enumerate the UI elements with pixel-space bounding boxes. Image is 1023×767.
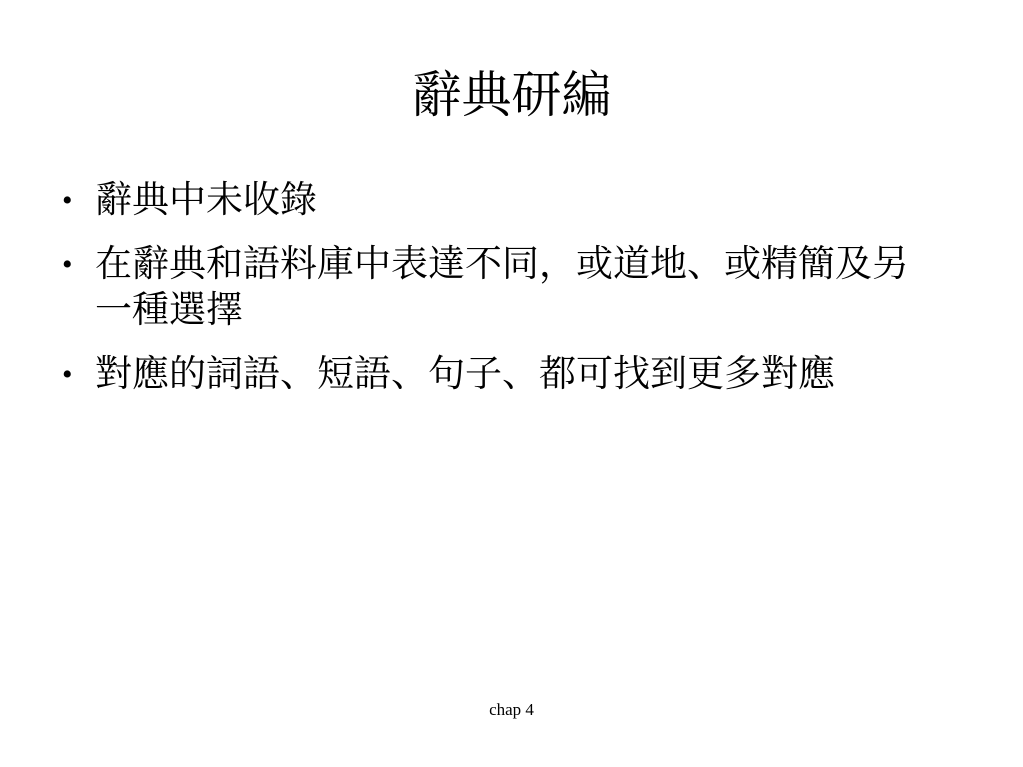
bullet-icon: • — [62, 184, 73, 217]
bullet-item-1 — [62, 178, 942, 224]
bullet-icon: • — [62, 248, 73, 281]
slide-footer: chap 4 — [489, 700, 534, 719]
bullet-text: 在辭典和語料庫中表達不同，或道地、或精簡及另一種選擇 — [95, 244, 909, 331]
bullet-item-2 — [62, 242, 942, 334]
slide-title: 辭典研編 — [411, 67, 612, 123]
bullet-item-3 — [62, 352, 942, 398]
bullet-text: 對應的詞語、短語、句子、都可找到更多對應 — [95, 354, 835, 395]
bullet-icon: • — [62, 358, 73, 391]
bullet-text: 辭典中未收錄 — [95, 180, 317, 221]
bullet-list — [62, 178, 942, 416]
